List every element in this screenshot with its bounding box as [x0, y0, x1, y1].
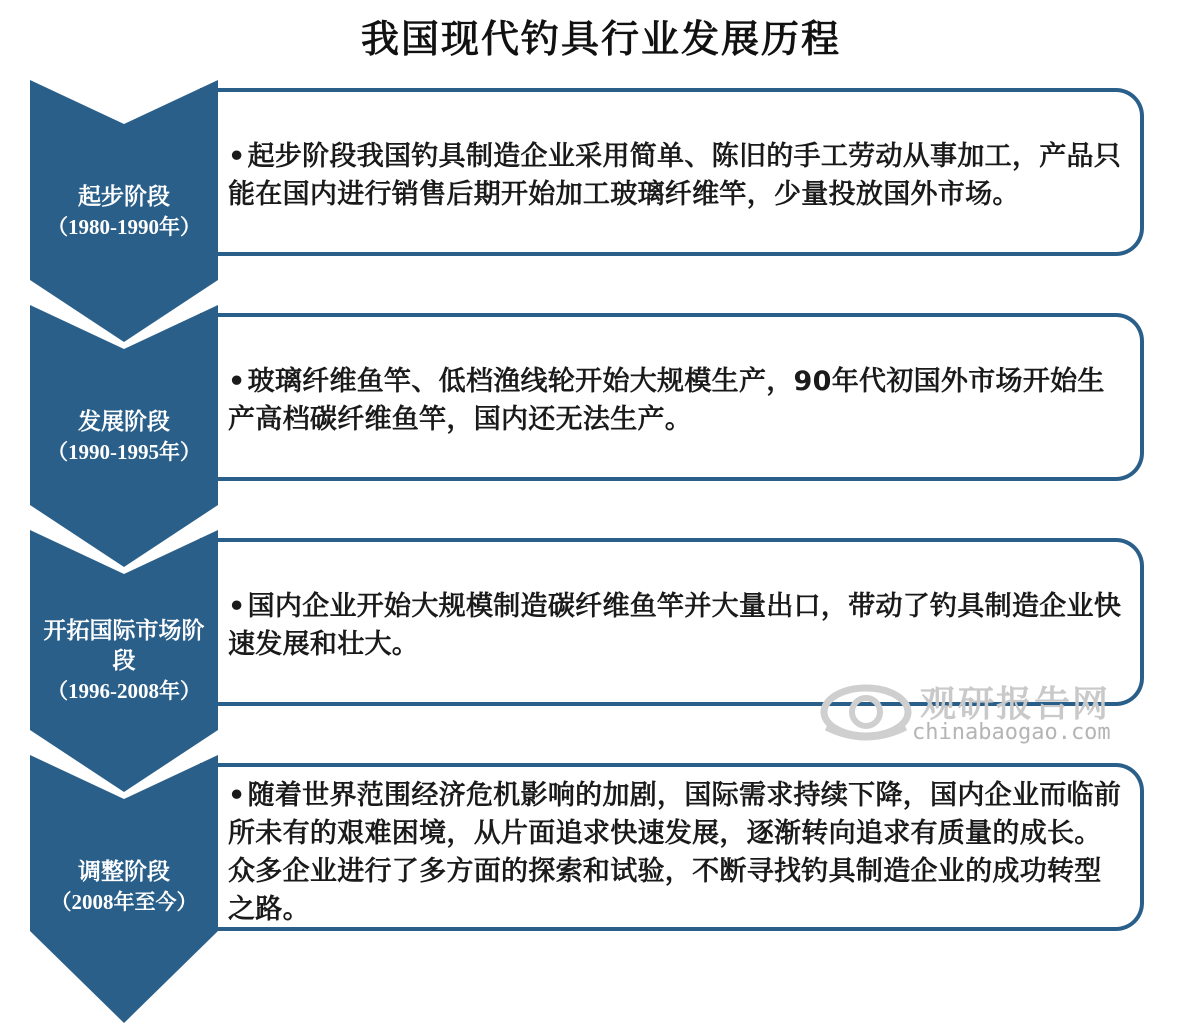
watermark-en: chinabaogao.com: [912, 720, 1111, 745]
stage-3-name: 开拓国际市场阶段: [43, 618, 205, 674]
bullet-icon: •: [228, 141, 246, 172]
watermark: [820, 672, 1140, 752]
stage-1-box: [200, 88, 1144, 256]
stage-3-label: [30, 616, 218, 706]
stage-4-name: 调整阶段: [78, 859, 170, 885]
stage-4: [0, 755, 1202, 1025]
stage-2-text: [228, 363, 1126, 439]
stage-3-description: 国内企业开始大规模制造碳纤维鱼竿并大量出口，带动了钓具制造企业快速发展和壮大。: [228, 591, 1122, 660]
stage-4-description: 随着世界范围经济危机影响的加剧，国际需求持续下降，国内企业而临前所未有的艰难困境，从片面追求快速发展，逐渐转向追求有质量的成长。众多企业进行了多方面的探索和试验，不断寻找钓具制造企业的成功转型之路。: [228, 780, 1122, 925]
stage-1-period: （1980-1990年）: [47, 215, 201, 239]
stage-4-period: （2008年至今）: [50, 890, 198, 914]
eye-logo-icon: [820, 678, 912, 748]
stage-2-name: 发展阶段: [78, 409, 170, 435]
stage-2-box: [200, 313, 1144, 481]
stage-2-period: （1990-1995年）: [47, 440, 201, 464]
stage-4-label: [30, 857, 218, 917]
stage-3-text: [228, 588, 1126, 664]
stage-1-label: [30, 182, 218, 242]
page-title: 我国现代钓具行业发展历程: [360, 16, 841, 61]
watermark-cn: 观研报告网: [920, 684, 1111, 725]
bullet-icon: •: [228, 780, 246, 811]
stage-4-text: [228, 777, 1126, 929]
stage-4-box: [200, 763, 1144, 931]
stage-1-description: 起步阶段我国钓具制造企业采用简单、陈旧的手工劳动从事加工，产品只能在国内进行销售后期开始加工玻璃纤维竿，少量投放国外市场。: [228, 141, 1122, 210]
stage-2-description: 玻璃纤维鱼竿、低档渔线轮开始大规模生产，90年代初国外市场开始生产高档碳纤维鱼竿，国内还无法生产。: [228, 366, 1105, 435]
stage-1-name: 起步阶段: [78, 184, 170, 210]
stage-3-period: （1996-2008年）: [47, 679, 201, 703]
bullet-icon: •: [228, 366, 246, 397]
bullet-icon: •: [228, 591, 246, 622]
stage-1-text: [228, 138, 1126, 214]
stage-2-label: [30, 407, 218, 467]
